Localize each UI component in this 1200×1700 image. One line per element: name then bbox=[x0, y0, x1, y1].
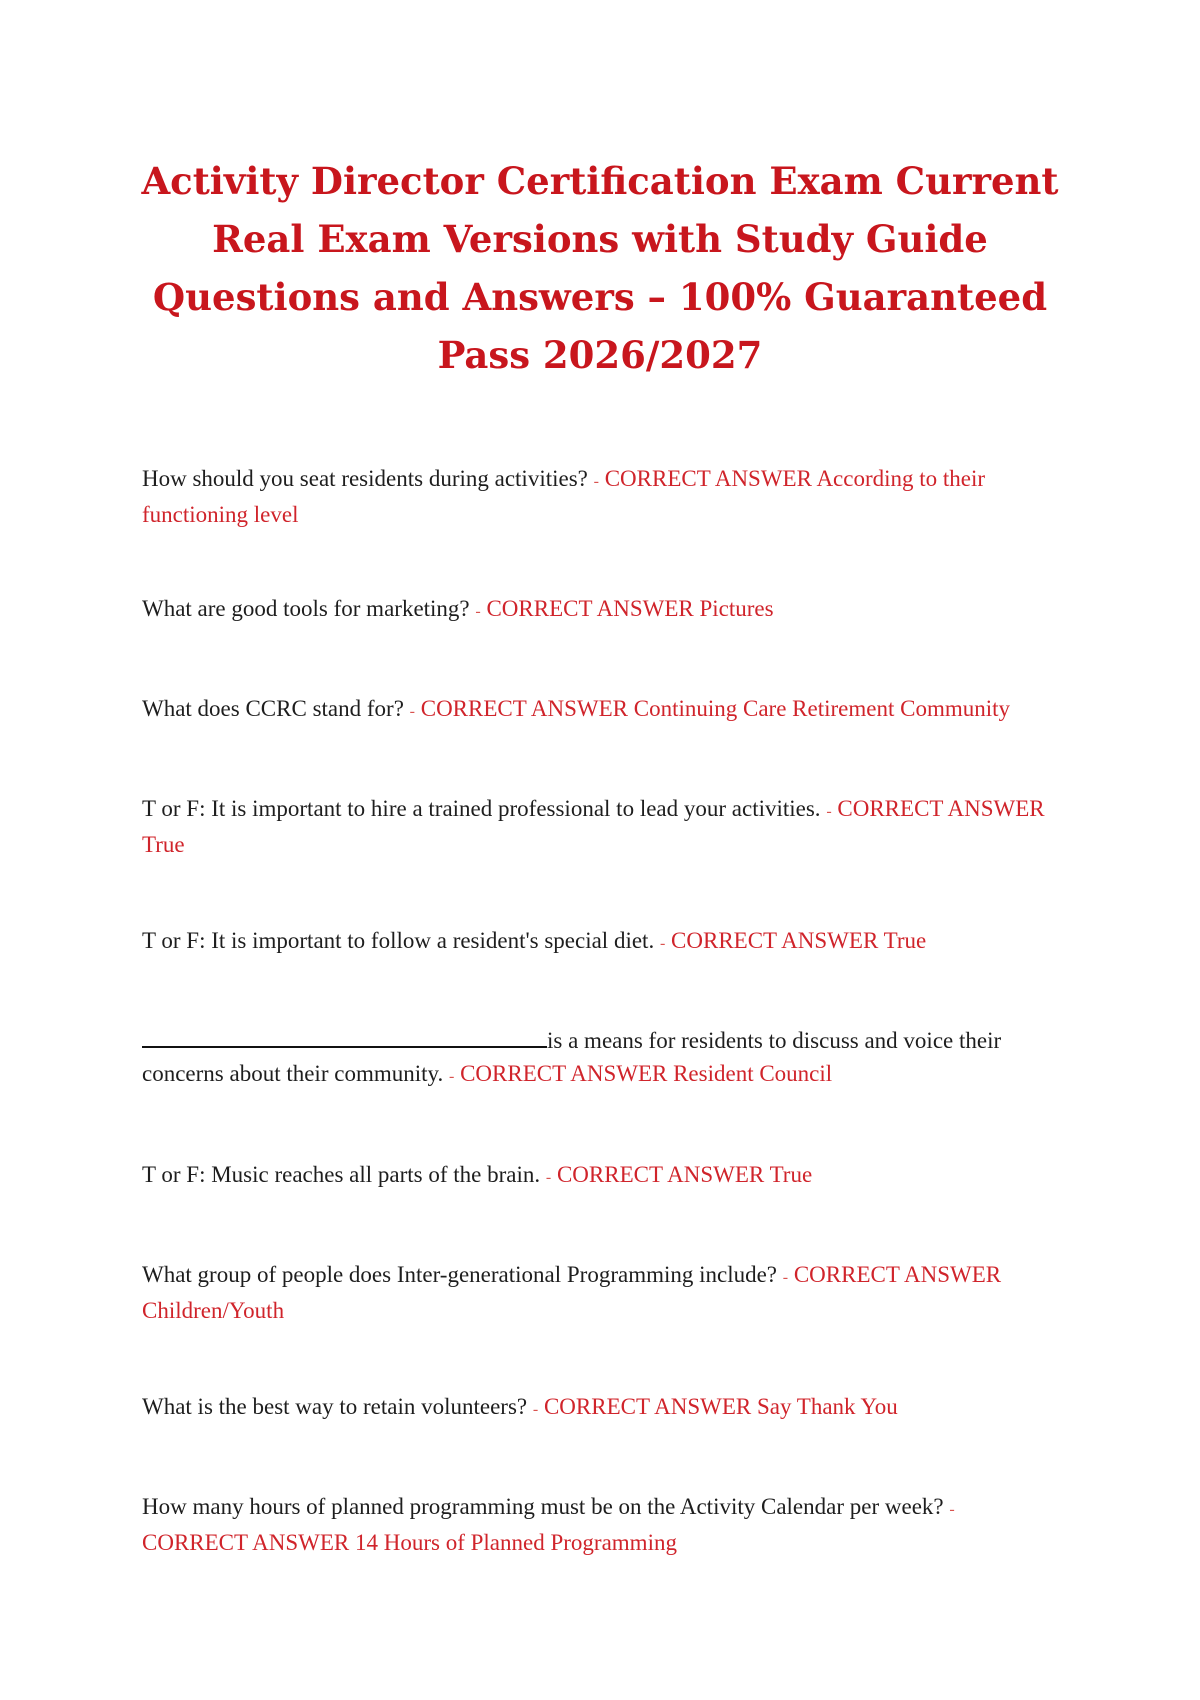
qa-item bbox=[142, 1258, 1062, 1327]
answer-prefix: CORRECT ANSWER bbox=[556, 1162, 765, 1187]
question-text: T or F: It is important to follow a resident's special diet. bbox=[142, 928, 655, 953]
answer-text: Say Thank You bbox=[756, 1394, 898, 1419]
separator: - bbox=[545, 1169, 552, 1186]
separator: - bbox=[475, 603, 481, 620]
answer-prefix: CORRECT ANSWER bbox=[486, 596, 694, 621]
answer-prefix: CORRECT ANSWER bbox=[420, 696, 628, 721]
answer-text: True bbox=[883, 928, 927, 953]
qa-item bbox=[142, 1024, 1062, 1093]
separator: - bbox=[659, 935, 666, 952]
answer-text: True bbox=[769, 1162, 813, 1187]
question-text: How many hours of planned programming must be on the Activity Calendar per week? bbox=[142, 1494, 944, 1519]
separator: - bbox=[593, 473, 599, 490]
question-text: What is the best way to retain volunteers? bbox=[142, 1394, 528, 1419]
answer-text: According to their functioning level bbox=[142, 466, 986, 527]
qa-item bbox=[142, 592, 1062, 628]
qa-item bbox=[142, 1390, 1062, 1426]
question-text: What group of people does Inter-generational Programming include? bbox=[142, 1262, 778, 1287]
answer-text: Continuing Care Retirement Community bbox=[633, 696, 1010, 721]
answer-prefix: CORRECT ANSWER bbox=[604, 466, 812, 491]
qa-item bbox=[142, 924, 1062, 960]
question-text: How should you seat residents during activities? bbox=[142, 466, 588, 491]
qa-item bbox=[142, 792, 1062, 861]
answer-prefix: CORRECT ANSWER bbox=[543, 1394, 752, 1419]
question-text: T or F: It is important to hire a trained professional to lead your activities. bbox=[142, 796, 821, 821]
answer-prefix: CORRECT ANSWER bbox=[142, 1530, 350, 1555]
qa-item bbox=[142, 1158, 1062, 1194]
document-title: Activity Director Certification Exam Current Real Exam Versions with Study Guide Questions and Answers – 100% Guaranteed Pass 2026/2027 bbox=[141, 159, 1059, 377]
question-text: T or F: Music reaches all parts of the brain. bbox=[142, 1162, 541, 1187]
answer-text: Pictures bbox=[699, 596, 774, 621]
question-text: is a means for residents to discuss and voice their concerns about their community. bbox=[142, 1028, 1002, 1086]
separator: - bbox=[532, 1401, 539, 1418]
answer-text: Children/Youth bbox=[142, 1298, 285, 1323]
separator: - bbox=[826, 803, 832, 820]
separator: - bbox=[409, 703, 415, 720]
fill-in-blank-line bbox=[142, 1026, 547, 1048]
qa-item bbox=[142, 462, 1062, 531]
separator: - bbox=[782, 1269, 789, 1286]
qa-item bbox=[142, 692, 1062, 728]
answer-prefix: CORRECT ANSWER bbox=[793, 1262, 1002, 1287]
answer-text: Resident Council bbox=[673, 1061, 833, 1086]
question-text: What are good tools for marketing? bbox=[142, 596, 470, 621]
qa-item bbox=[142, 1490, 1062, 1559]
answer-prefix: CORRECT ANSWER bbox=[837, 796, 1045, 821]
answer-text: True bbox=[142, 832, 185, 857]
answer-text: 14 Hours of Planned Programming bbox=[355, 1530, 677, 1555]
answer-prefix: CORRECT ANSWER bbox=[671, 928, 879, 953]
answer-prefix: CORRECT ANSWER bbox=[460, 1061, 668, 1086]
separator: - bbox=[949, 1501, 955, 1518]
separator: - bbox=[449, 1068, 455, 1085]
question-text: What does CCRC stand for? bbox=[142, 696, 404, 721]
